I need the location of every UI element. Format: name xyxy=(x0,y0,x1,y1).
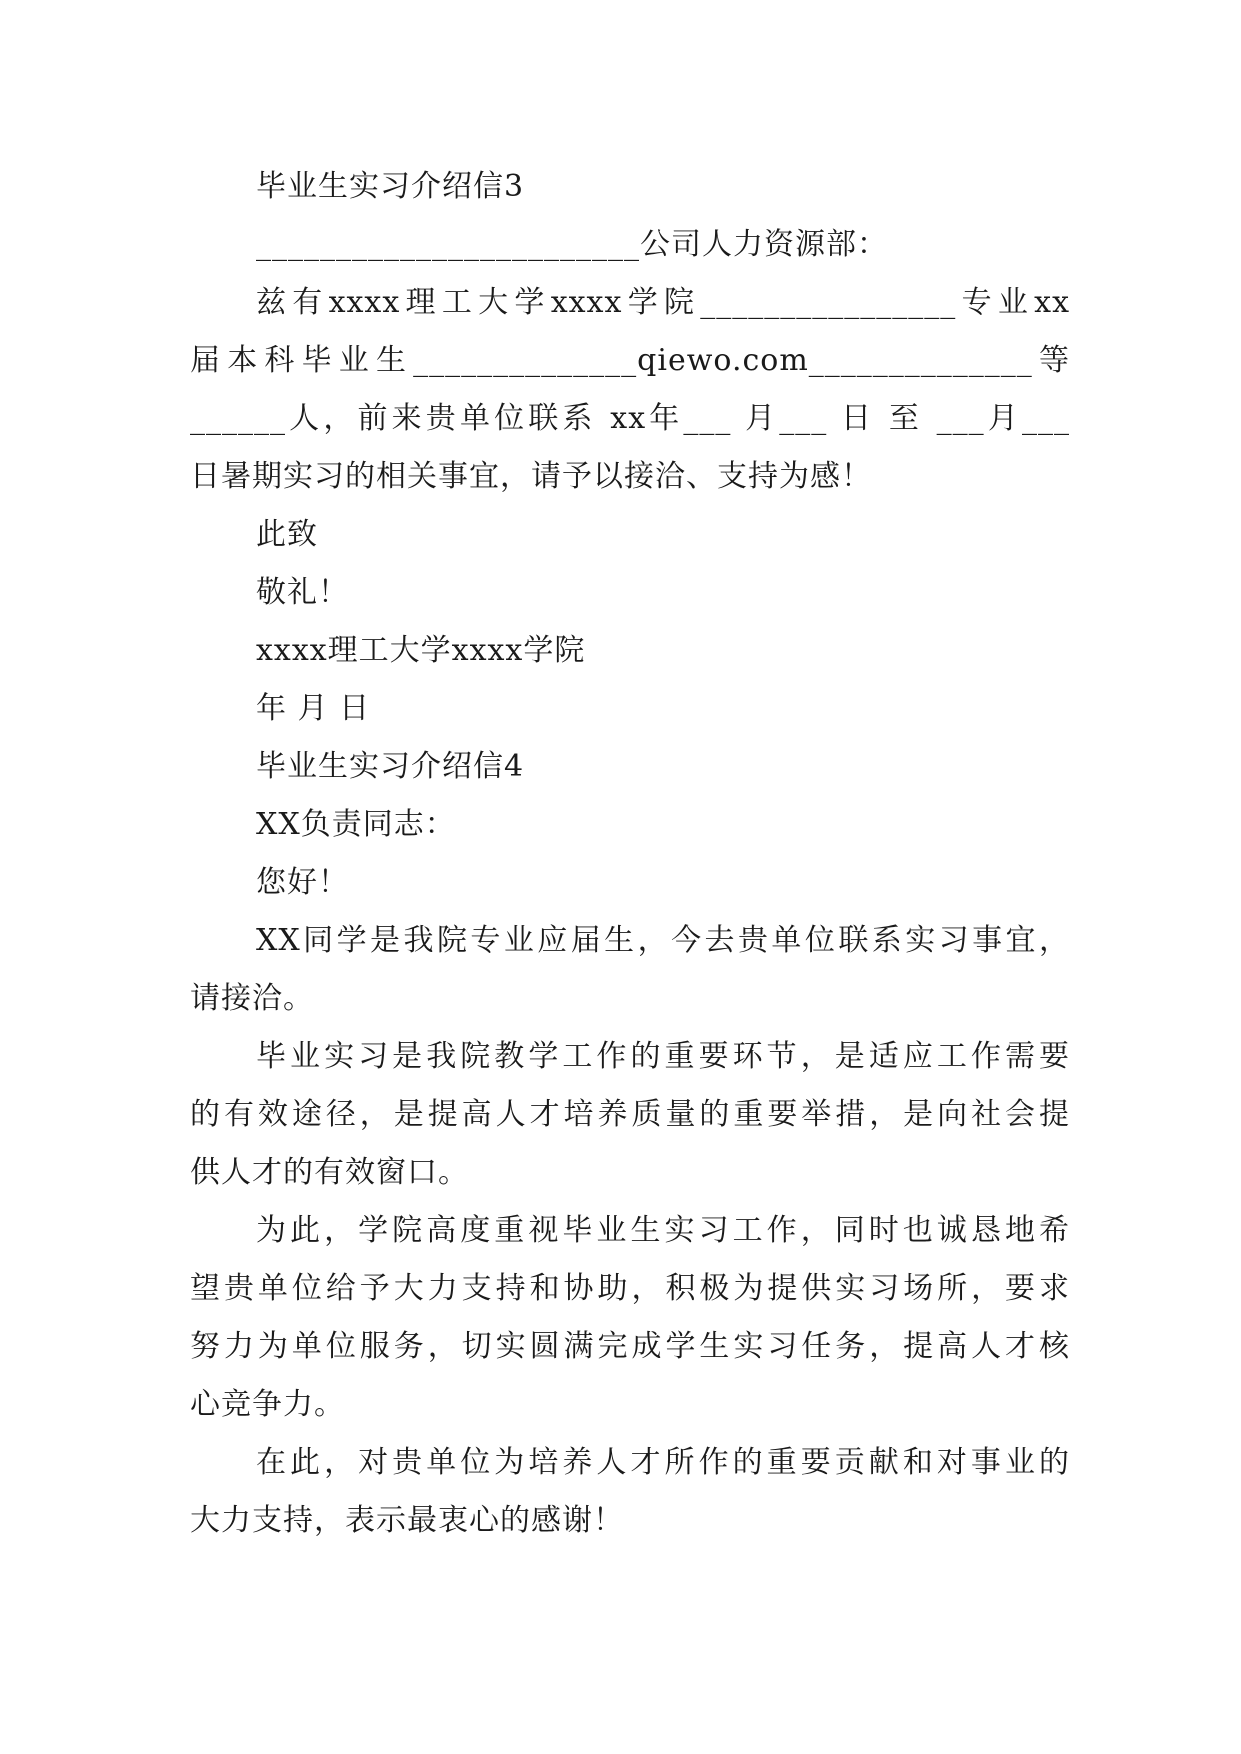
body-line: 努力为单位服务，切实圆满完成学生实习任务，提高人才核 xyxy=(190,1329,1070,1364)
body-line: 届本科毕业生______________qiewo.com______________等 xyxy=(190,343,1070,378)
closing-regards: 敬礼！ xyxy=(256,575,349,610)
body-line: ______人，前来贵单位联系 xx年___ 月___ 日 至 ___月___ xyxy=(190,401,1070,436)
signature-institution: xxxx理工大学xxxx学院 xyxy=(256,633,586,668)
body-line: 兹有xxxx理工大学xxxx学院________________专业xx xyxy=(256,285,1070,320)
body-line: 的有效途径，是提高人才培养质量的重要举措，是向社会提 xyxy=(190,1097,1070,1132)
closing-salutation: 此致 xyxy=(256,517,318,552)
greeting: 您好！ xyxy=(256,865,349,900)
body-line: 毕业实习是我院教学工作的重要环节，是适应工作需要 xyxy=(256,1039,1070,1074)
body-line: 大力支持，表示最衷心的感谢！ xyxy=(190,1503,624,1538)
body-line: 日暑期实习的相关事宜，请予以接洽、支持为感！ xyxy=(190,459,872,494)
letter-title-4: 毕业生实习介绍信4 xyxy=(256,749,525,784)
body-line: 请接洽。 xyxy=(190,981,314,1016)
signature-date: 年 月 日 xyxy=(256,691,371,726)
body-line: 望贵单位给予大力支持和协助，积极为提供实习场所，要求 xyxy=(190,1271,1070,1306)
letter-body xyxy=(190,158,1070,1550)
body-line: 心竞争力。 xyxy=(190,1387,345,1422)
body-line: 为此，学院高度重视毕业生实习工作，同时也诚恳地希 xyxy=(256,1213,1070,1248)
body-line: 供人才的有效窗口。 xyxy=(190,1155,469,1190)
body-line: 在此，对贵单位为培养人才所作的重要贡献和对事业的 xyxy=(256,1445,1070,1480)
letter-title-3: 毕业生实习介绍信3 xyxy=(256,169,525,204)
recipient-line: XX负责同志： xyxy=(256,807,456,842)
body-line: XX同学是我院专业应届生，今去贵单位联系实习事宜， xyxy=(256,923,1070,958)
recipient-line: ________________________公司人力资源部： xyxy=(256,227,888,262)
